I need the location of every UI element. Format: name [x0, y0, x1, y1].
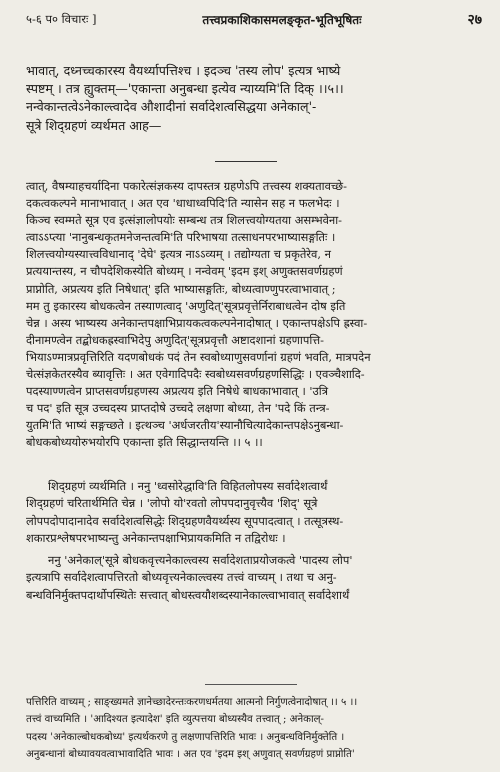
- running-title: तत्त्वप्रकाशिकासमलङ्कृत-भूतिभूषितः: [202, 12, 362, 27]
- commentary-line: शिलत्त्वयोग्यस्यात्त्वविधानाद् 'देघे' इत्यत्र नाऽऽव्यम् । तद्योग्यता च प्रकृतेरेव, न: [26, 247, 331, 262]
- footnotes: [26, 694, 482, 764]
- commentary-line: भियाऽण्मात्रप्रवृत्तिरिति यदणबोधकं पदं तेन स्वबोध्याणुसवर्णानां ग्रहणं भवति, मात्रपदेन: [26, 349, 371, 364]
- commentary-line: प्रत्ययान्तस्य, न चौपदेशिकस्येति बोध्यम् । नन्वेवम् 'इदम इश् अणुक्तसवर्णग्रहणं: [26, 264, 343, 279]
- gloss-line: शिद्ग्रहणं व्यर्थमिति । ननु 'ध्वसोरेद्धावि'ति विहितलोपस्य सर्वादेशत्वार्थं: [48, 479, 328, 493]
- commentary-line: त्वाऽऽप्त्या 'नानुबन्धकृतमनेजन्तत्वमि'ति परिभाषया तत्साधनपरभाष्यासङ्गतिः ।: [26, 230, 336, 245]
- commentary-line: चेन्न । अस्य भाष्यस्य अनेकान्तपक्षाभिप्रायकत्वकल्पनेनादोषात् । एकान्तपक्षेऽपि ह्रस्वा-: [26, 315, 368, 330]
- commentary-line: चेत्संज्ञकेतरस्यैव ब्यावृत्तिः । अत एवेगादिपदैः स्वबोध्यसवर्णग्रहणसिद्धिः । एवञ्चैशादि-: [26, 367, 365, 382]
- gloss-block: [26, 478, 482, 548]
- footnote-line: अनुबन्धानां बोध्यावयवत्वाभावादिति भावः । अत एव 'इदम इश् अणुवात् सवर्णग्रहणं प्राप्नोति': [26, 749, 355, 761]
- footnote-line: पत्तिरिति वाच्यम् ; साङ्ख्यमते ज्ञानेच्छादेरन्तःकरणधर्मतया आत्मनो निर्गुणत्वेनादोषात् ।। ५ ।।: [26, 697, 358, 708]
- running-header: [26, 6, 482, 32]
- footnote-divider: [205, 684, 297, 685]
- intro-line: नन्वेकान्तत्वेऽनेकाल्त्वादेव औशादीनां सर्वादेशत्वसिद्धया अनेकाल्'-: [26, 99, 317, 115]
- commentary-line: किञ्च स्वम्मते सूत्र एव इत्संज्ञालोपयोः सम्बन्ध तत्र शिलत्त्वयोग्यतया असम्भवेना-: [26, 213, 343, 228]
- intro-line: सूत्रे शिद्ग्रहणं व्यर्थमत आह—: [26, 117, 162, 133]
- paragraph-line: बन्धविनिर्मुक्तपदार्थोपस्थितेः सत्त्वात् बोधस्त्वयौशब्दस्यानेकाल्त्वाभावात् सर्वादेशार्थं: [26, 587, 350, 602]
- commentary-line: प्राप्नोति, अप्रत्यय इति निषेधात्' इति भाष्यासङ्गतिः, बोध्यत्वाण्णुपरत्वाभावात् ;: [26, 281, 336, 296]
- commentary-line: दकत्वकल्पने मानाभावात् । अत एव 'धाधाध्वपिदि'ति न्यासेन सह न फलभेदः ।: [26, 196, 340, 211]
- commentary-text: [26, 178, 482, 452]
- footnote-line: पदस्य 'अनेकाल्बोधकबोध्य' इत्यर्थकरणे तु लक्षणापत्तिरिति भावः । अनुबन्धविनिर्मुक्तेति ।: [26, 731, 345, 743]
- gloss-line: शिद्ग्रहणं चरितार्थमिति चेन्न । 'लोपो यो'रवतो लोपपदानुवृत्त्यैव 'शिद्' सूत्रे: [26, 496, 318, 511]
- section-divider: [215, 161, 277, 162]
- intro-line: स्पष्टम् । तत्र ह्युक्तम्—'एकान्ता अनुबन्धा इत्येव न्याय्यमि'ति दिक् ।।५।।: [26, 81, 344, 97]
- intro-line: भावात्, दध्नच्चकारस्य वैयर्थ्यापत्तिश्च । इदञ्च 'तस्य लोप' इत्यत्र भाष्ये: [26, 63, 341, 78]
- commentary-line: पदस्याण्णत्वेन प्राप्तसवर्णग्रहणस्य अप्रत्यय इति निषेधे बाधकाभावात् । 'उत्रि: [26, 384, 329, 399]
- footnote-line: तत्त्वं वाच्यमिति । 'आदिश्यत इत्यादेश' इति व्युत्पत्तया बोध्यस्यैव तत्त्वात् ; अनेकाल्-: [26, 714, 324, 726]
- commentary-line: युतमि'ति भाष्यं सङ्गच्छते । इत्थञ्च 'अर्धजरतीय'स्यानौचित्यादेकान्तपक्षेऽनुबन्धा-: [26, 418, 344, 433]
- gloss-line: लोपपदोपादानादेव सर्वादेशत्वसिद्धेः शिद्ग्रहणवैयर्थ्यस्य सूपपादत्वात् । तत्सूत्रस्थ-: [26, 513, 344, 528]
- intro-text: [26, 62, 482, 135]
- paragraph-line: ननु 'अनेकाल्'सूत्रे बोधकवृत्त्यनेकाल्त्वस्य सर्वादेशताप्रयोजकत्वे 'पादस्य लोप': [48, 553, 353, 567]
- page-number: २७: [467, 11, 482, 28]
- paragraph-line: इत्यत्रापि सर्वादेशत्वापत्तिरतो बोध्यवृत्त्यनेकाल्त्वस्य तत्त्वं वाच्यम् । तथा च अनु-: [26, 570, 337, 585]
- gloss-line: शकारप्रश्लेषपरभाष्यन्तु अनेकान्तपक्षाभिप्रायकमिति न तद्विरोधः ।: [26, 531, 286, 546]
- commentary-line: च पद' इति सूत्र उच्चदस्य प्राप्तदोषे उच्चदे लक्षणा बोध्या, तेन 'पदे किं तन्त्र-: [26, 401, 330, 416]
- commentary-line: दीनामण्त्वेन तद्बोधकह्रस्वाभिदेपु अणुदित्'सूत्रप्रवृत्तौ अष्टादशानां ग्रहणापत्ति-: [26, 332, 324, 347]
- commentary-line: त्वात्, वैषम्याहचर्यादिना पकारेत्संज्ञकस्य दापस्तत्र ग्रहणेऽपि तत्त्वस्य शक्यतावच्छे-: [26, 179, 347, 193]
- commentary-line: मम तु इकारस्य बोधकत्वेन तस्याणत्वाद् 'अणुदित्'सूत्रप्रवृत्तेर्निराबाधत्वेन दोष इति: [26, 298, 346, 313]
- second-paragraph: [26, 552, 482, 604]
- section-label: ५-६ प० विचारः ]: [26, 11, 97, 26]
- commentary-line: बोधकबोध्ययोरुभयोरपि एकान्ता इति सिद्धान्तयन्ति ।। ५ ।।: [26, 435, 263, 450]
